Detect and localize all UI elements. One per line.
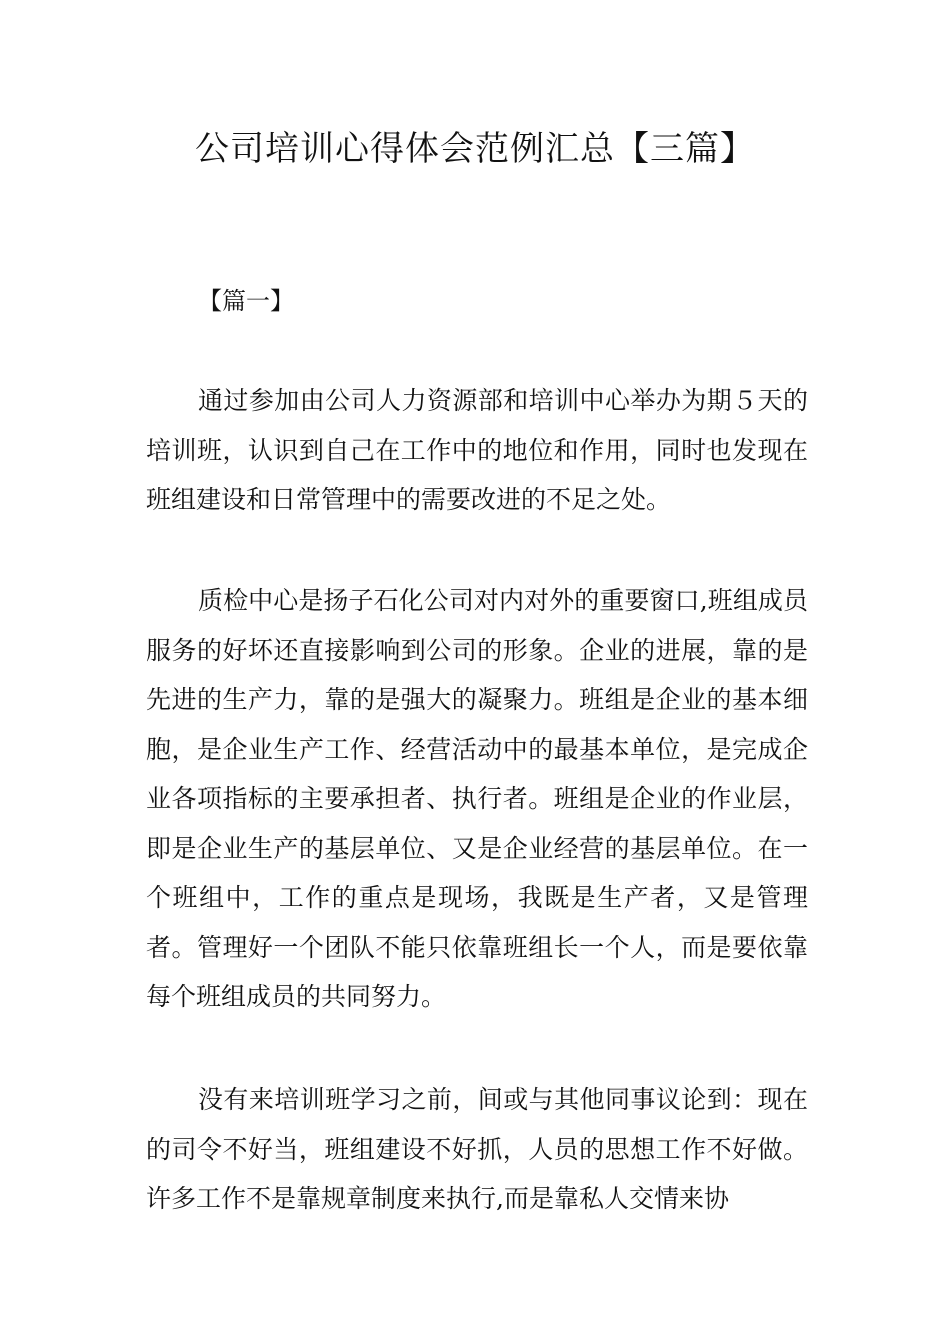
section-label: 【篇一】 [198, 287, 294, 315]
body-paragraph: 质检中心是扬子石化公司对内对外的重要窗口,班组成员服务的好坏还直接影响到公司的形象。企业的进展，靠的是先进的生产力，靠的是强大的凝聚力。班组是企业的基本细胞，是企业生产工作、经营活动中的最基本单位，是完成企业各项指标的主要承担者、执行者。班组是企业的作业层，即是企业生产的基层单位、又是企业经营的基层单位。在一个班组中，工作的重点是现场，我既是生产者，又是管理者。管理好一个团队不能只依靠班组长一个人，而是要依靠每个班组成员的共同努力。 [146, 586, 808, 1011]
body-paragraph: 没有来培训班学习之前，间或与其他同事议论到：现在的司令不好当，班组建设不好抓，人员的思想工作不好做。许多工作不是靠规章制度来执行,而是靠私人交情来协 [146, 1085, 808, 1213]
document-title: 公司培训心得体会范例汇总【三篇】 [195, 129, 755, 169]
body-paragraph: 通过参加由公司人力资源部和培训中心举办为期５天的培训班，认识到自己在工作中的地位和作用，同时也发现在班组建设和日常管理中的需要改进的不足之处。 [146, 386, 808, 514]
